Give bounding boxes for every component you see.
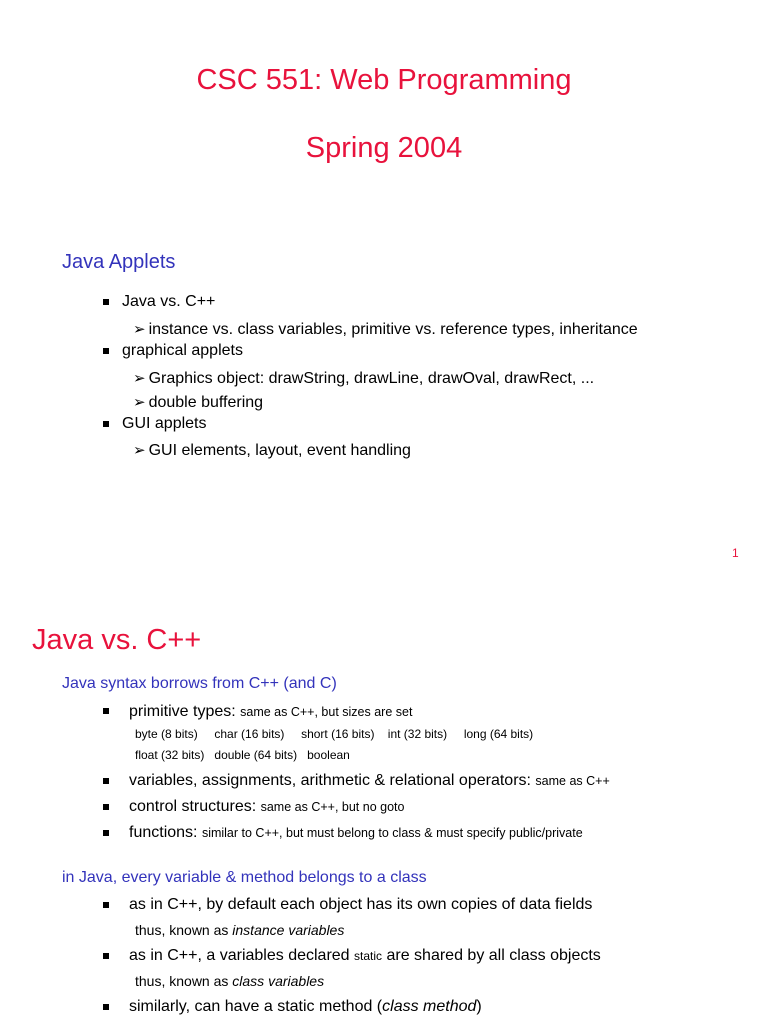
slide2-class-method-bullet: similarly, can have a static method (class method) — [129, 998, 482, 1015]
slide1-course-title: CSC 551: Web Programming — [196, 64, 572, 96]
arrow-bullet-icon: ➢ — [133, 394, 146, 411]
bullet-icon — [103, 708, 109, 714]
bullet-icon — [103, 830, 109, 836]
bullet-icon — [103, 778, 109, 784]
slide1-subitem: ➢ Graphics object: drawString, drawLine, drawOval, drawRect, ... — [133, 370, 595, 387]
bullet-icon — [103, 299, 109, 305]
arrow-bullet-icon: ➢ — [133, 321, 146, 338]
slide2-section-syntax: Java syntax borrows from C++ (and C) — [62, 675, 337, 692]
bullet-icon — [103, 804, 109, 810]
slide2-types-row2: float (32 bits) double (64 bits) boolean — [135, 748, 350, 762]
arrow-bullet-icon: ➢ — [133, 370, 146, 387]
slide2-section-class: in Java, every variable & method belongs to a class — [62, 869, 427, 886]
slide1-term: Spring 2004 — [305, 132, 463, 164]
slide1-page-number: 1 — [732, 546, 739, 560]
slide2-types-row1: byte (8 bits) char (16 bits) short (16 bits) int (32 bits) long (64 bits) — [135, 727, 534, 741]
slide1-subitem: ➢ GUI elements, layout, event handling — [133, 442, 411, 459]
slide2-title: Java vs. C++ — [32, 624, 202, 656]
slide2-static-sub: thus, known as class variables — [135, 973, 325, 989]
slide2-variables: variables, assignments, arithmetic & relational operators: same as C++ — [129, 772, 610, 789]
slide2-control-structures: control structures: same as C++, but no goto — [129, 798, 405, 815]
bullet-icon — [103, 1004, 109, 1010]
slide1-item-gui-applets: GUI applets — [122, 415, 207, 432]
slide2-static-bullet: as in C++, a variables declared static are shared by all class objects — [129, 947, 601, 964]
bullet-icon — [103, 348, 109, 354]
slide2-primitive-types: primitive types: same as C++, but sizes are set — [129, 703, 413, 720]
slide1-item-java-vs-cpp: Java vs. C++ — [122, 293, 216, 310]
slide1-item-graphical-applets: graphical applets — [122, 342, 243, 359]
slide1-subitem: ➢ instance vs. class variables, primitive vs. reference types, inheritance — [133, 321, 638, 338]
bullet-icon — [103, 421, 109, 427]
slide1-subitem: ➢ double buffering — [133, 394, 264, 411]
slide2-functions: functions: similar to C++, but must belong to class & must specify public/private — [129, 824, 583, 841]
slide1-section-heading: Java Applets — [62, 251, 176, 273]
slide2-instance-bullet: as in C++, by default each object has its own copies of data fields — [129, 896, 593, 913]
slide2-instance-sub: thus, known as instance variables — [135, 922, 345, 938]
bullet-icon — [103, 902, 109, 908]
arrow-bullet-icon: ➢ — [133, 442, 146, 459]
bullet-icon — [103, 953, 109, 959]
